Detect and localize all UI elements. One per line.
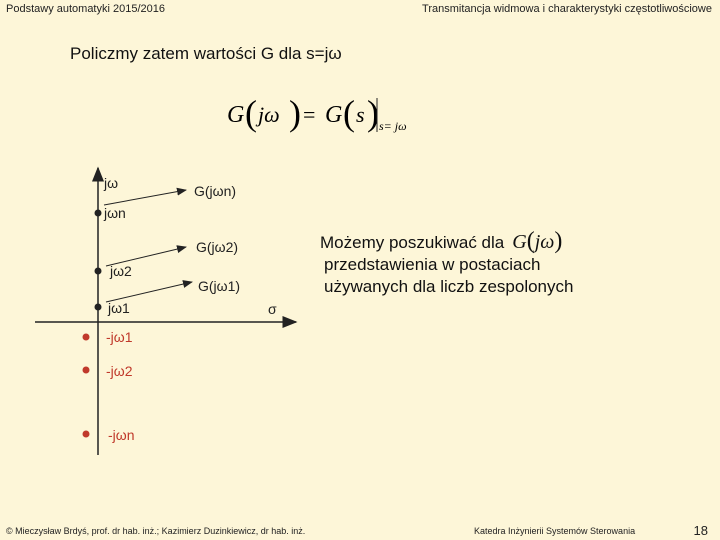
description-line-1 [320, 230, 640, 254]
footer-department: Katedra Inżynierii Systemów Sterowania [474, 526, 636, 536]
slide-title: Policzmy zatem wartości G dla s=jω [70, 44, 342, 63]
formula-rhs-g: G [325, 102, 343, 128]
description-expression: G(jω) [512, 228, 563, 254]
formula-paren-close-1: ) [289, 93, 301, 133]
formula-paren-close-2: ) [367, 93, 379, 133]
point-minus-jwn [83, 431, 90, 438]
point-jw2 [95, 268, 102, 275]
label-gjw1: G(jω1) [198, 278, 241, 294]
footer-authors: © Mieczysław Brdyś, prof. dr hab. inż.; Kazimierz Duzinkiewicz, dr hab. inż. [6, 526, 306, 536]
header-topic: Transmitancja widmowa i charakterystyki częstotliwościowe [422, 3, 712, 15]
description-line-3: używanych dla liczb zespolonych [324, 277, 574, 296]
label-gjwn: G(jωn) [194, 183, 237, 199]
point-minus-jw2 [83, 367, 90, 374]
point-jw1 [95, 304, 102, 311]
real-axis-label: σ [268, 301, 277, 317]
formula-subscript: s= jω [379, 119, 407, 133]
label-jw1: jω1 [108, 300, 130, 316]
formula-rhs-arg: s [356, 102, 365, 127]
label-jw2: jω2 [110, 263, 132, 279]
description-expr-arg: jω [534, 231, 555, 253]
imaginary-axis-label: jω [104, 175, 119, 191]
label-minus-jwn: -jωn [108, 427, 135, 443]
description-line-1-text: Możemy poszukiwać dla [320, 233, 505, 252]
arrow-gjwn [104, 190, 186, 205]
formula-paren-open-1: ( [245, 93, 257, 133]
page-number: 18 [693, 523, 708, 538]
formula-lhs-arg: jω [258, 102, 280, 127]
arrow-gjw1 [106, 282, 192, 302]
point-minus-jw1 [83, 334, 90, 341]
point-jwn [95, 210, 102, 217]
formula-equals: = [303, 102, 316, 127]
description-line-2: przedstawienia w postaciach [324, 255, 541, 274]
description-expr-g: G [512, 231, 527, 253]
arrow-gjw2 [106, 247, 186, 266]
label-jwn: jωn [104, 205, 126, 221]
label-gjw2: G(jω2) [196, 239, 239, 255]
description [320, 230, 640, 298]
formula-lhs-g: G [227, 102, 245, 128]
header-course: Podstawy automatyki 2015/2016 [6, 3, 165, 15]
label-minus-jw2: -jω2 [106, 363, 133, 379]
label-minus-jw1: -jω1 [106, 329, 133, 345]
formula-paren-open-2: ( [343, 93, 355, 133]
